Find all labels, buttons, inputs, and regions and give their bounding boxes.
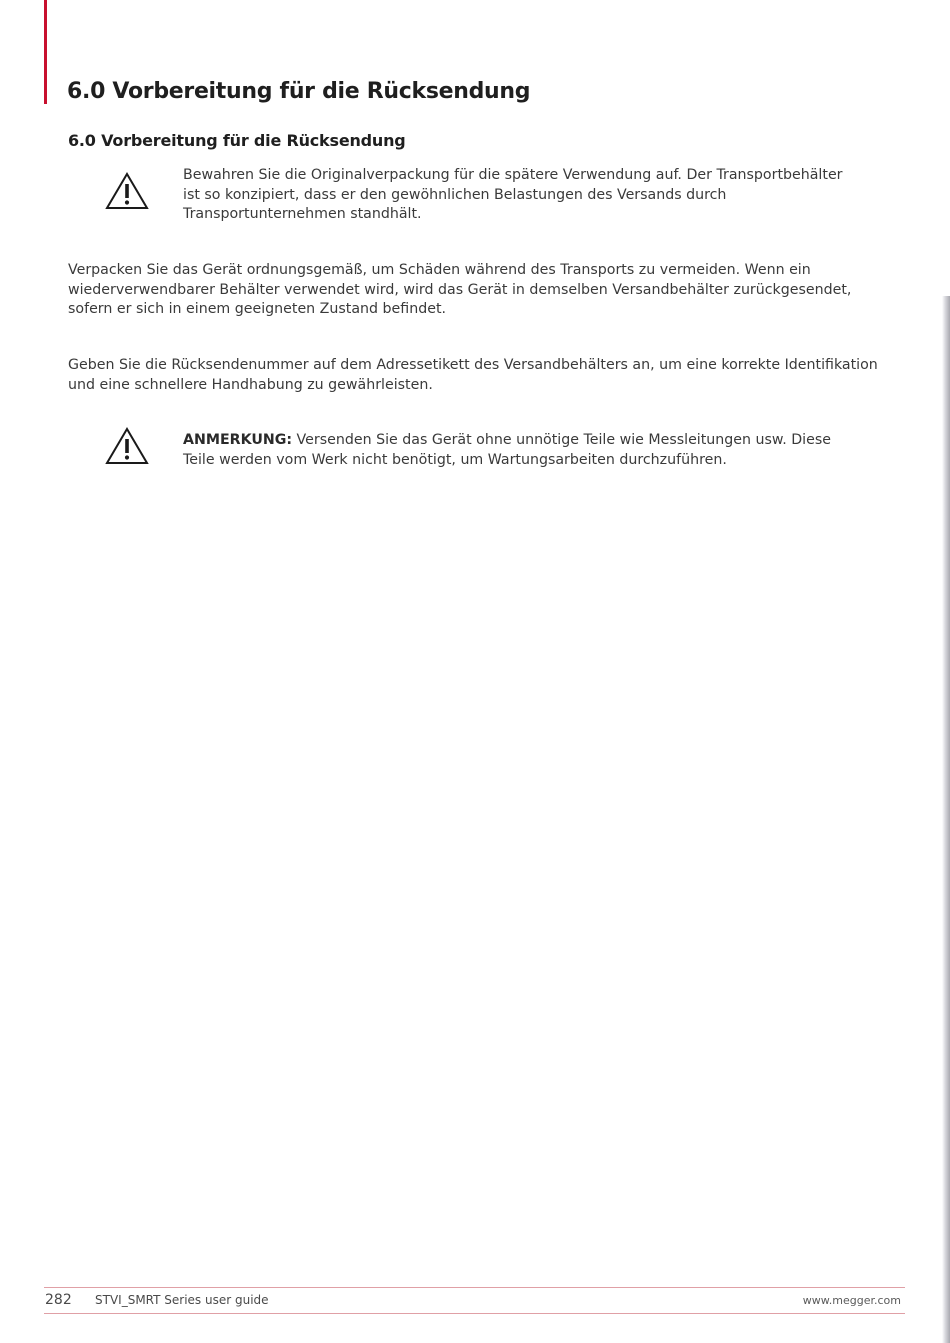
paragraph-packing: Verpacken Sie das Gerät ordnungsgemäß, um Schäden während des Transports zu vermeiden. Wenn ein wiederverwendbarer Behälter verwendet wird, wird das Gerät in demselben Versandbehälter zurückgesendet, sofern er sich in einem geeigneten Zustand befindet.	[68, 262, 852, 317]
paragraph-return-number: Geben Sie die Rücksendenummer auf dem Adressetikett des Versandbehälters an, um eine korrekte Identifikation und eine schnellere Handhabung zu gewährleisten.	[68, 357, 878, 393]
footer-rule-top	[44, 1287, 905, 1288]
footer-guide-title: STVI_SMRT Series user guide	[95, 1293, 269, 1307]
note-remark	[183, 431, 853, 470]
footer-url: www.megger.com	[802, 1294, 901, 1307]
section-heading: 6.0 Vorbereitung für die Rücksendung	[68, 131, 406, 150]
note-original-packaging: Bewahren Sie die Originalverpackung für die spätere Verwendung auf. Der Transportbehälter ist so konzipiert, dass er den gewöhnlichen Belastungen des Versands durch Transportunternehmen standhält.	[183, 167, 843, 222]
note-remark-text: Versenden Sie das Gerät ohne unnötige Teile wie Messleitungen usw. Diese Teile werden vom Werk nicht benötigt, um Wartungsarbeiten durchzuführen.	[183, 432, 831, 468]
page-edge-shadow	[942, 296, 950, 1343]
accent-bar	[44, 0, 47, 104]
footer-page-number: 282	[45, 1292, 72, 1308]
note-label: ANMERKUNG:	[183, 432, 293, 448]
page-title: 6.0 Vorbereitung für die Rücksendung	[67, 79, 531, 104]
warning-icon	[105, 427, 149, 465]
footer-rule-bottom	[44, 1313, 905, 1314]
warning-icon	[105, 172, 149, 210]
